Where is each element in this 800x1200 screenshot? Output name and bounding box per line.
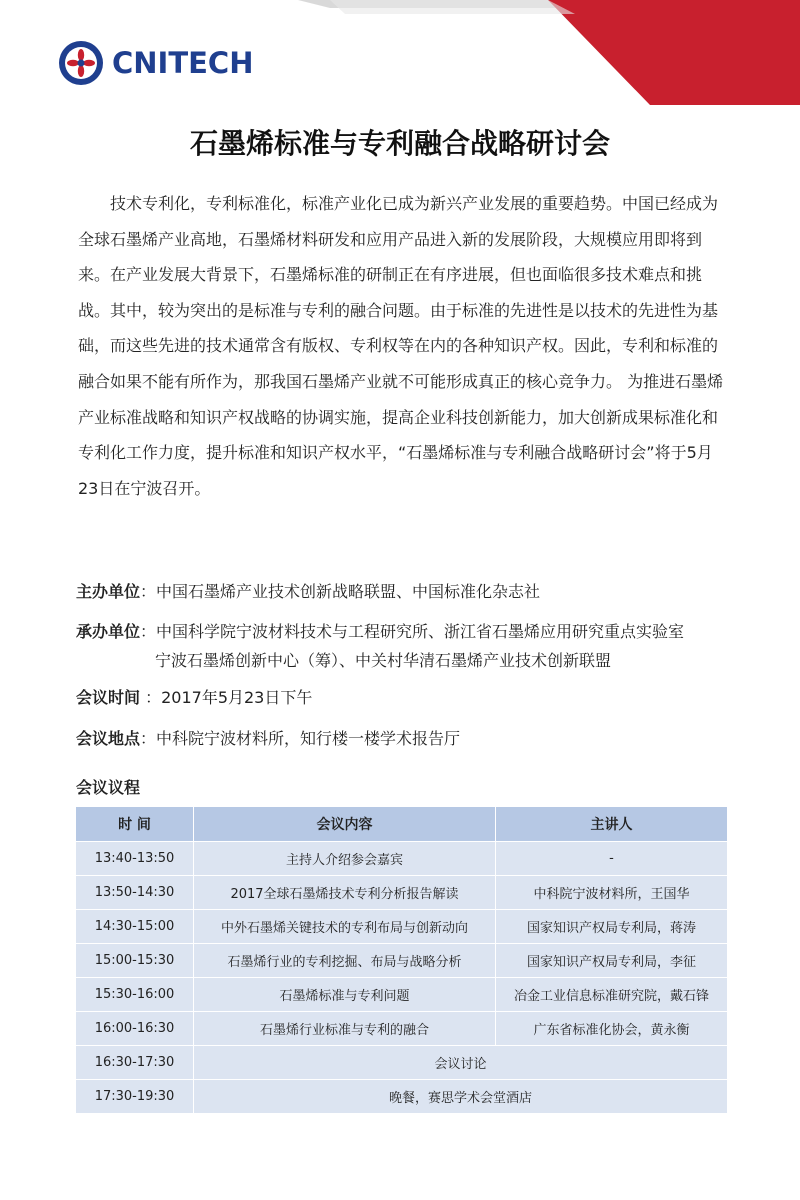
row-content: 晚餐，赛思学术会堂酒店 bbox=[194, 1080, 728, 1114]
header-time: 时 间 bbox=[76, 807, 194, 842]
co-organizer-line-2 bbox=[155, 648, 611, 671]
brand-logo bbox=[58, 40, 254, 86]
organizer-line bbox=[76, 579, 540, 602]
row-speaker: - bbox=[496, 842, 728, 876]
row-time: 13:50-14:30 bbox=[76, 876, 194, 910]
row-time: 14:30-15:00 bbox=[76, 910, 194, 944]
row-speaker: 国家知识产权局专利局，李征 bbox=[496, 944, 728, 978]
time-value: ：2017年5月23日下午 bbox=[140, 688, 313, 707]
table-row bbox=[76, 944, 728, 978]
page-title: 石墨烯标准与专利融合战略研讨会 bbox=[189, 127, 610, 160]
row-content: 中外石墨烯关键技术的专利布局与创新动向 bbox=[194, 910, 496, 944]
table-row bbox=[76, 842, 728, 876]
row-speaker: 中科院宁波材料所，王国华 bbox=[496, 876, 728, 910]
header-speaker: 主讲人 bbox=[496, 807, 728, 842]
venue-value: ：中科院宁波材料所，知行楼一楼学术报告厅 bbox=[140, 729, 461, 748]
time-line bbox=[76, 685, 312, 708]
intro-paragraph: 技术专利化，专利标准化，标准产业化已成为新兴产业发展的重要趋势。中国已经成为全球石墨烯产业高地，石墨烯材料研发和应用产品进入新的发展阶段，大规模应用即将到来。在产业发展大背景下，石墨烯标准的研制正在有序进展，但也面临很多技术难点和挑战。其中，较为突出的是标准与专利的融合问题。由于标准的先进性是以技术的先进性为基础，而这些先进的技术通常含有版权、专利权等在内的各种知识产权。因此，专利和标准的融合如果不能有所作为，那我国石墨烯产业就不可能形成真正的核心竞争力。 为推进石墨烯产业标准战略和知识产权战略的协调实施，提高企业科技创新能力，加大创新成果标准化和专利化工作力度，提升标准和知识产权水平，“石墨烯标准与专利融合战略研讨会”将于5月23日在宁波召开。 bbox=[78, 194, 724, 498]
row-time: 13:40-13:50 bbox=[76, 842, 194, 876]
co-organizer-value-2: 宁波石墨烯创新中心（筹）、中关村华清石墨烯产业技术创新联盟 bbox=[155, 651, 612, 670]
header-content: 会议内容 bbox=[194, 807, 496, 842]
row-content: 2017全球石墨烯技术专利分析报告解读 bbox=[194, 876, 496, 910]
row-time: 16:30-17:30 bbox=[76, 1046, 194, 1080]
venue-label: 会议地点 bbox=[76, 729, 141, 748]
row-content: 石墨烯行业的专利挖掘、布局与战略分析 bbox=[194, 944, 496, 978]
row-content: 石墨烯标准与专利问题 bbox=[194, 978, 496, 1012]
agenda-title: 会议议程 bbox=[76, 778, 141, 797]
time-label: 会议时间 bbox=[76, 688, 141, 707]
row-speaker: 国家知识产权局专利局，蒋涛 bbox=[496, 910, 728, 944]
row-time: 17:30-19:30 bbox=[76, 1080, 194, 1114]
co-organizer-line bbox=[76, 619, 684, 642]
table-row bbox=[76, 1012, 728, 1046]
row-speaker: 冶金工业信息标准研究院，戴石锋 bbox=[496, 978, 728, 1012]
agenda-table bbox=[75, 806, 728, 1114]
co-organizer-value-1: ：中国科学院宁波材料技术与工程研究所、浙江省石墨烯应用研究重点实验室 bbox=[140, 622, 685, 641]
row-content: 会议讨论 bbox=[194, 1046, 728, 1080]
row-time: 15:00-15:30 bbox=[76, 944, 194, 978]
row-speaker: 广东省标准化协会，黄永衡 bbox=[496, 1012, 728, 1046]
table-row bbox=[76, 978, 728, 1012]
co-organizer-label: 承办单位 bbox=[76, 622, 141, 641]
row-time: 15:30-16:00 bbox=[76, 978, 194, 1012]
table-row bbox=[76, 876, 728, 910]
organizer-label: 主办单位 bbox=[76, 582, 141, 601]
table-row bbox=[76, 1080, 728, 1114]
agenda-header-row bbox=[76, 807, 728, 842]
row-time: 16:00-16:30 bbox=[76, 1012, 194, 1046]
organizer-value: ：中国石墨烯产业技术创新战略联盟、中国标准化杂志社 bbox=[140, 582, 541, 601]
row-content: 石墨烯行业标准与专利的融合 bbox=[194, 1012, 496, 1046]
table-row bbox=[76, 910, 728, 944]
row-content: 主持人介绍参会嘉宾 bbox=[194, 842, 496, 876]
brand-name: CNITECH bbox=[112, 46, 254, 80]
table-row bbox=[76, 1046, 728, 1080]
cnitech-emblem-icon bbox=[58, 40, 104, 86]
venue-line bbox=[76, 726, 460, 749]
